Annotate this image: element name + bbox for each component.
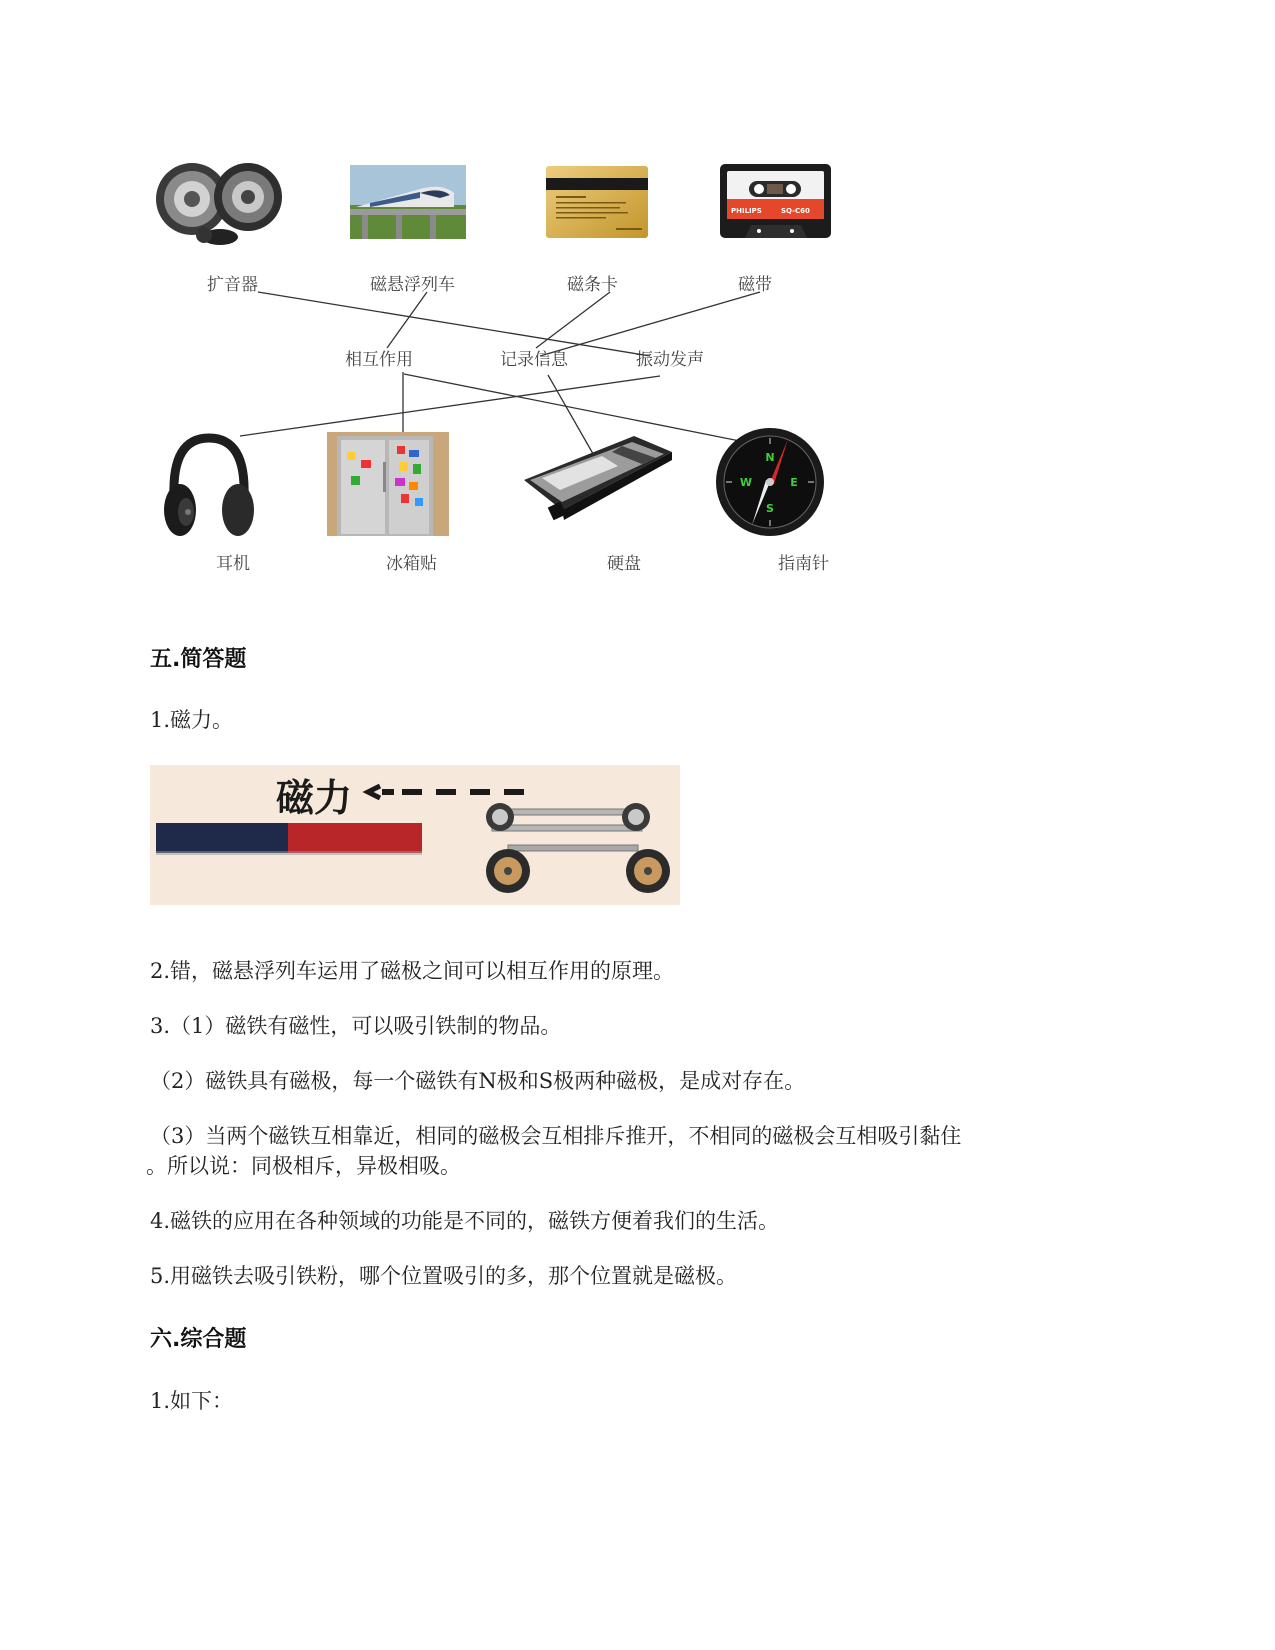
fridge-magnet-icon bbox=[327, 432, 449, 536]
toy-car-icon bbox=[468, 795, 678, 905]
answer-4: 4.磁铁的应用在各种领域的功能是不同的，磁铁方便着我们的生活。 bbox=[150, 1209, 780, 1233]
compass-letter-s: S bbox=[766, 502, 774, 515]
answer-3-3-line2: 。所以说：同极相斥，异极相吸。 bbox=[146, 1154, 461, 1178]
line-card-record bbox=[536, 292, 610, 348]
answer-1: 1.磁力。 bbox=[150, 708, 234, 732]
section-title-comprehensive: 六.综合题 bbox=[150, 1327, 247, 1352]
answer-2: 2.错，磁悬浮列车运用了磁极之间可以相互作用的原理。 bbox=[150, 959, 675, 983]
label-magnetic-card: 磁条卡 bbox=[567, 275, 618, 295]
line-maglev-interaction bbox=[387, 292, 427, 348]
magnetic-force-figure bbox=[150, 765, 680, 905]
compass-letter-w: W bbox=[739, 476, 753, 489]
label-hard-disk: 硬盘 bbox=[607, 554, 641, 574]
compass-icon bbox=[712, 427, 828, 537]
headphones-icon bbox=[162, 432, 256, 542]
label-vibrate-sound: 振动发声 bbox=[636, 350, 704, 370]
hard-disk-icon bbox=[522, 430, 674, 522]
label-headphones: 耳机 bbox=[216, 554, 250, 574]
label-maglev-train: 磁悬浮列车 bbox=[370, 275, 455, 295]
label-record-info: 记录信息 bbox=[500, 350, 568, 370]
section-title-short-answer: 五.简答题 bbox=[150, 647, 247, 672]
cassette-model: SQ-C60 bbox=[781, 207, 810, 215]
compass-letter-e: E bbox=[790, 476, 798, 489]
line-headphones-vibrate bbox=[240, 376, 660, 436]
label-cassette-tape: 磁带 bbox=[738, 275, 772, 295]
answer-5: 5.用磁铁去吸引铁粉，哪个位置吸引的多，那个位置就是磁极。 bbox=[150, 1264, 738, 1288]
line-cassette-record bbox=[540, 292, 760, 356]
bar-magnet-icon bbox=[156, 821, 426, 857]
answer-3-1: 3.（1）磁铁有磁性，可以吸引铁制的物品。 bbox=[150, 1014, 562, 1038]
label-fridge-magnet: 冰箱贴 bbox=[386, 554, 437, 574]
cassette-brand: PHILIPS bbox=[731, 207, 762, 215]
label-compass: 指南针 bbox=[778, 554, 829, 574]
magnetic-force-label: 磁力 bbox=[276, 776, 353, 820]
comprehensive-answer-1: 1.如下： bbox=[150, 1389, 234, 1413]
answer-3-3-line1: （3）当两个磁铁互相靠近，相同的磁极会互相排斥推开，不相同的磁极会互相吸引黏住 bbox=[150, 1124, 962, 1148]
line-speaker-vibrate bbox=[258, 292, 650, 356]
label-speaker: 扩音器 bbox=[207, 275, 258, 295]
compass-letter-n: N bbox=[765, 451, 775, 464]
label-interaction: 相互作用 bbox=[345, 350, 413, 370]
answer-3-2: （2）磁铁具有磁极，每一个磁铁有N极和S极两种磁极，是成对存在。 bbox=[150, 1069, 806, 1093]
